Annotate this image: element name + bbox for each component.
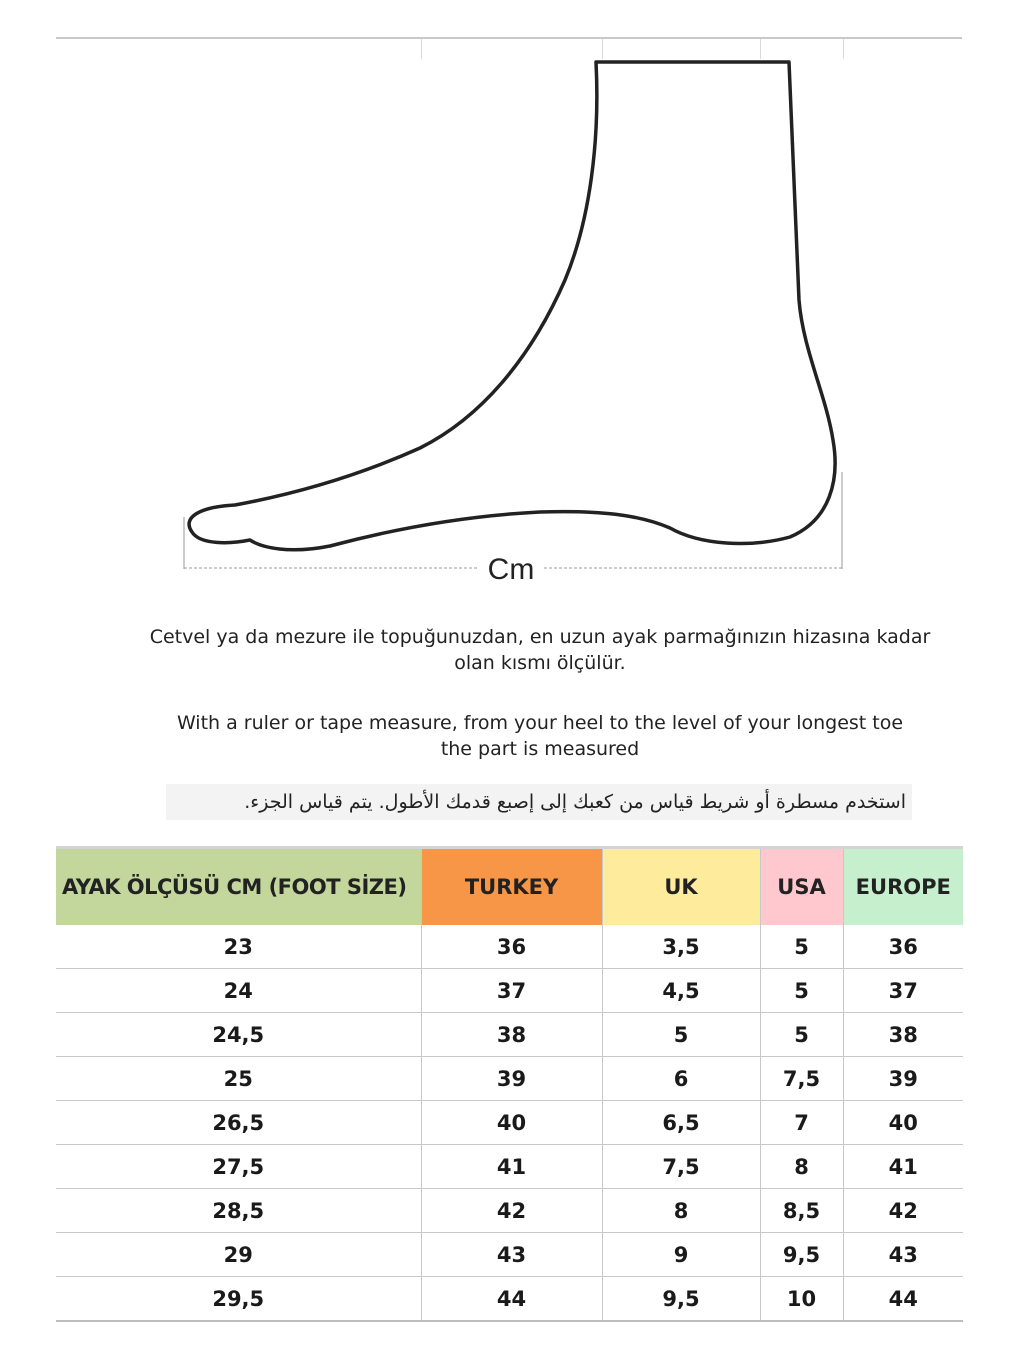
english-instructions [100,710,980,762]
foot-measurement-diagram [0,0,1020,600]
table-row [56,969,963,1013]
table-row [56,1101,963,1145]
cell-turkey: 39 [421,1057,602,1101]
header-usa: USA [760,848,843,926]
cell-foot-cm: 24 [56,969,421,1013]
cell-europe: 42 [843,1189,963,1233]
cell-turkey: 43 [421,1233,602,1277]
turkish-line-1: Cetvel ya da mezure ile topuğunuzdan, en uzun ayak parmağınızın hizasına kadar [149,626,931,648]
cell-turkey: 42 [421,1189,602,1233]
size-chart-table [56,846,963,1322]
cell-usa: 8,5 [760,1189,843,1233]
cell-uk: 5 [602,1013,760,1057]
arabic-instructions: استخدم مسطرة أو شريط قياس من كعبك إلى إصبع قدمك الأطول. يتم قياس الجزء. [166,784,912,820]
cell-uk: 4,5 [602,969,760,1013]
header-europe: EUROPE [843,848,963,926]
cell-foot-cm: 24,5 [56,1013,421,1057]
cell-usa: 7 [760,1101,843,1145]
cell-uk: 3,5 [602,925,760,969]
cell-foot-cm: 25 [56,1057,421,1101]
cell-turkey: 38 [421,1013,602,1057]
table-row [56,1277,963,1322]
cell-usa: 5 [760,969,843,1013]
table-row [56,1145,963,1189]
header-uk: UK [602,848,760,926]
cell-foot-cm: 23 [56,925,421,969]
turkish-instructions [100,624,980,676]
table-row [56,1233,963,1277]
cell-europe: 44 [843,1277,963,1322]
cell-europe: 41 [843,1145,963,1189]
header-turkey: TURKEY [421,848,602,926]
cell-uk: 8 [602,1189,760,1233]
table-row [56,1189,963,1233]
cell-uk: 7,5 [602,1145,760,1189]
cell-usa: 8 [760,1145,843,1189]
english-line-2: the part is measured [440,738,640,760]
cell-turkey: 41 [421,1145,602,1189]
cell-usa: 9,5 [760,1233,843,1277]
cell-turkey: 37 [421,969,602,1013]
cell-turkey: 36 [421,925,602,969]
cell-turkey: 40 [421,1101,602,1145]
header-foot-size: AYAK ÖLÇÜSÜ CM (FOOT SİZE) [56,848,421,926]
cell-uk: 6 [602,1057,760,1101]
measure-label: Cm [487,553,535,586]
cell-uk: 6,5 [602,1101,760,1145]
cell-usa: 7,5 [760,1057,843,1101]
cell-foot-cm: 29,5 [56,1277,421,1322]
english-line-1: With a ruler or tape measure, from your heel to the level of your longest toe [176,712,904,734]
table-row [56,1057,963,1101]
cell-europe: 36 [843,925,963,969]
cell-turkey: 44 [421,1277,602,1322]
cell-foot-cm: 26,5 [56,1101,421,1145]
cell-usa: 5 [760,925,843,969]
cell-europe: 38 [843,1013,963,1057]
cell-foot-cm: 28,5 [56,1189,421,1233]
cell-usa: 5 [760,1013,843,1057]
table-row [56,1013,963,1057]
table-row [56,925,963,969]
cell-foot-cm: 29 [56,1233,421,1277]
cell-europe: 39 [843,1057,963,1101]
turkish-line-2: olan kısmı ölçülür. [454,652,626,674]
cell-europe: 37 [843,969,963,1013]
table-header-row [56,848,963,926]
foot-outline [189,62,835,550]
cell-usa: 10 [760,1277,843,1322]
cell-uk: 9 [602,1233,760,1277]
cell-europe: 43 [843,1233,963,1277]
cell-foot-cm: 27,5 [56,1145,421,1189]
cell-uk: 9,5 [602,1277,760,1322]
cell-europe: 40 [843,1101,963,1145]
